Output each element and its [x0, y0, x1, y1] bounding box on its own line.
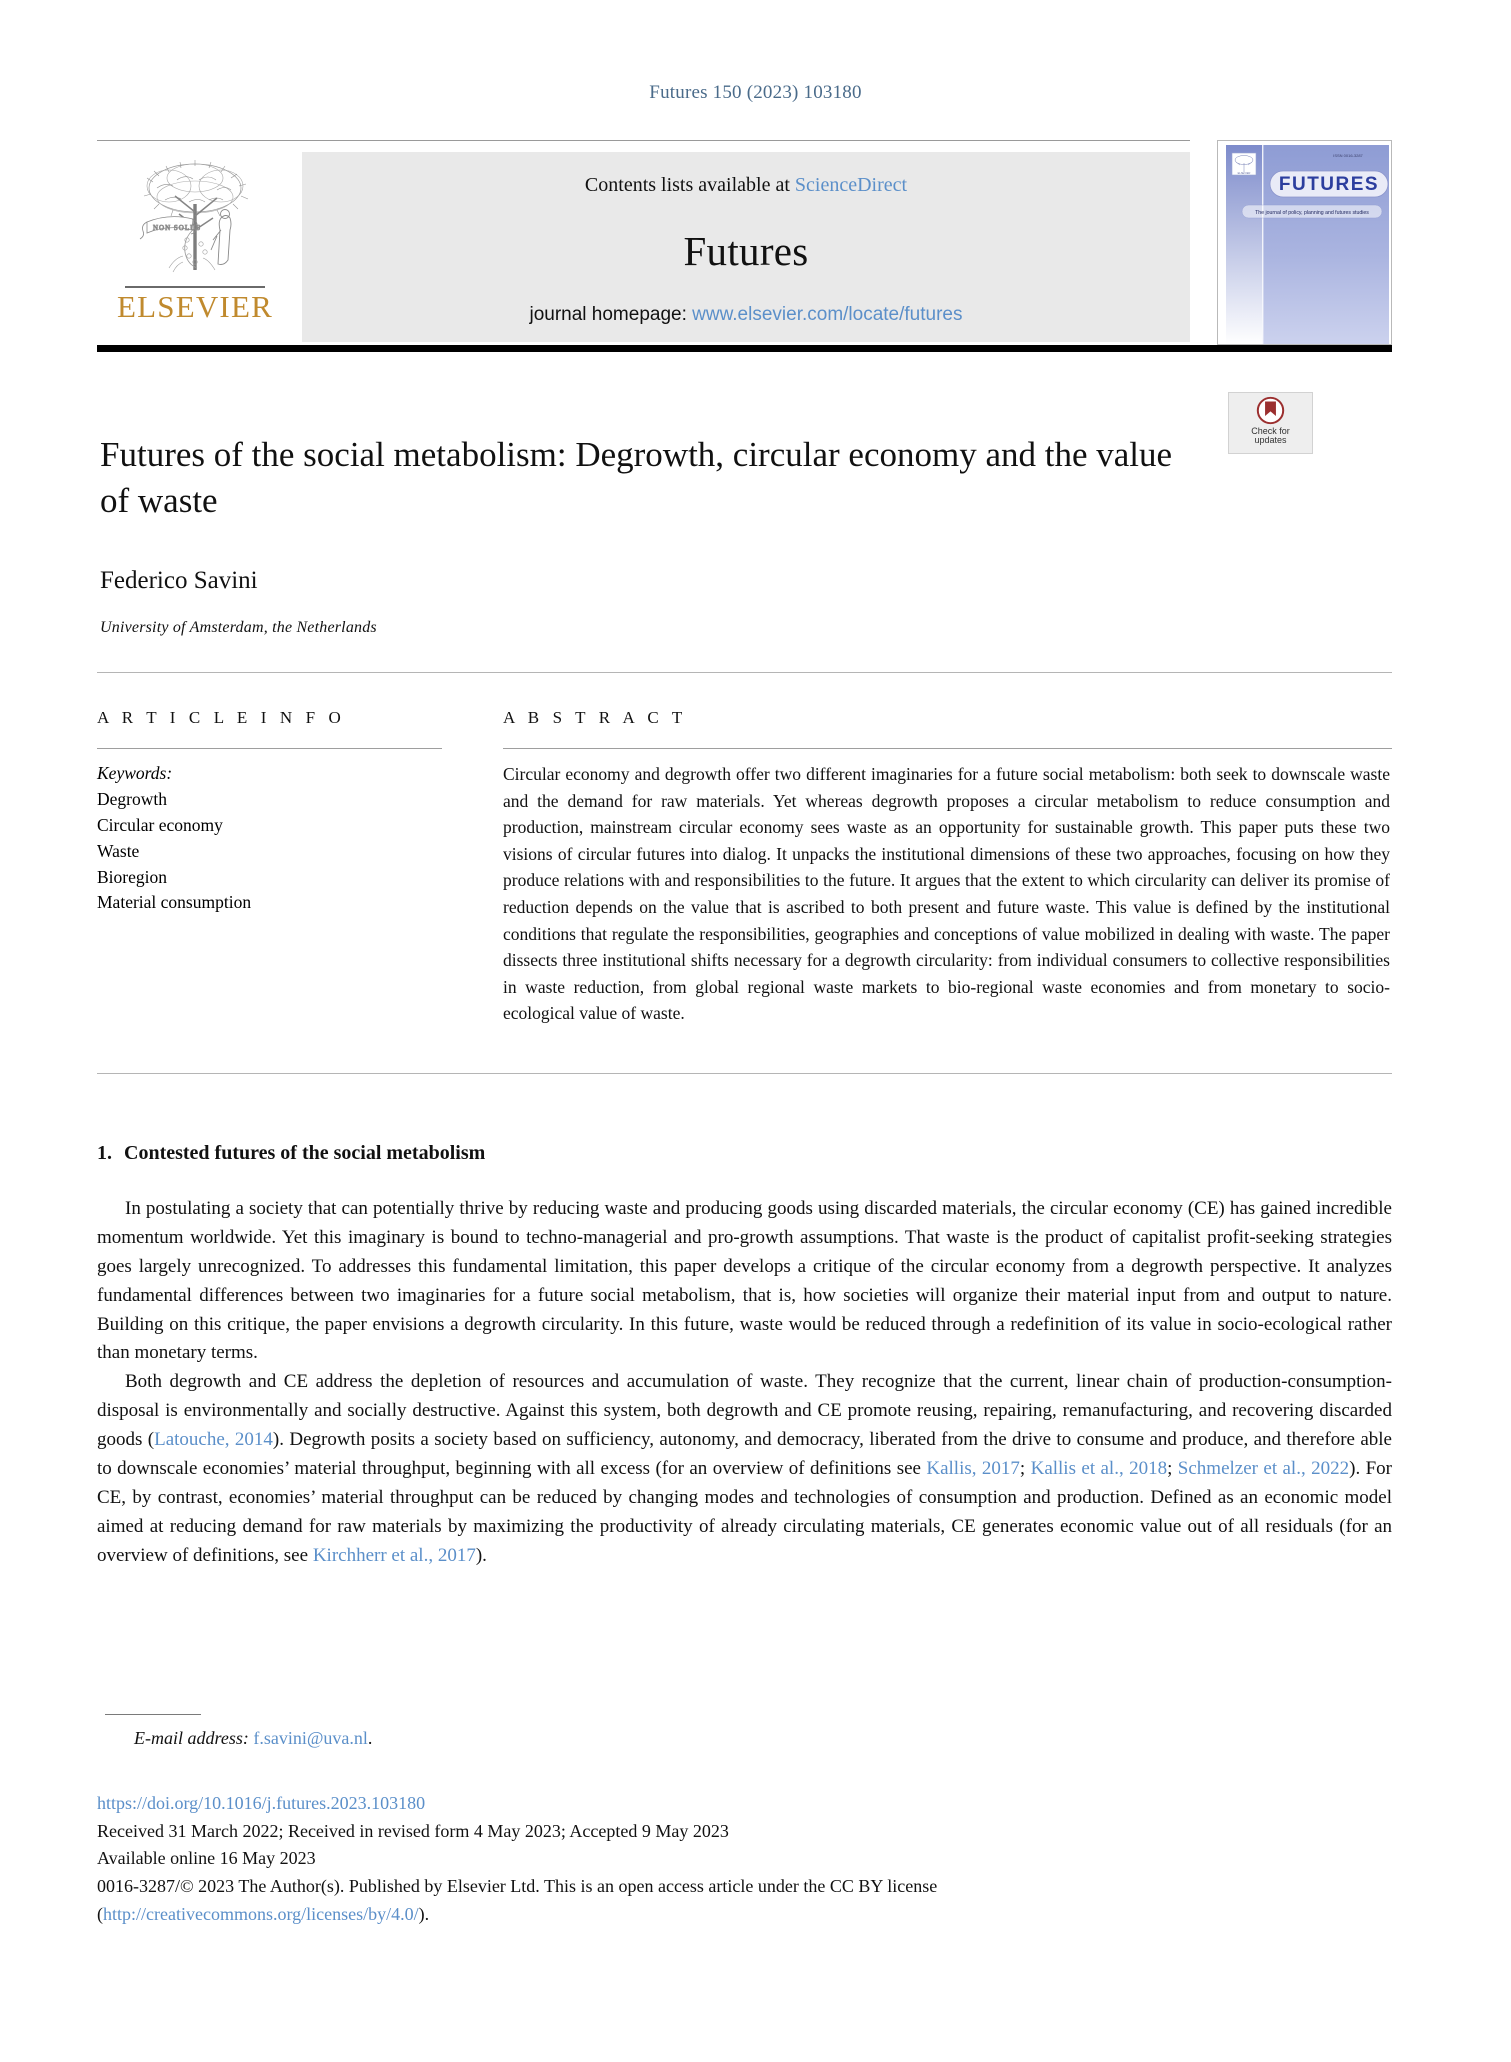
available-online: Available online 16 May 2023	[97, 1848, 316, 1869]
license-open: (	[97, 1903, 103, 1924]
p2-seg5: ). For CE, by contrast, economies’ material throughput can be reduced by changing modes and technologies of consumption and production. Defined as an economic model aimed at reducing demand for raw materials by maximizing the productivity of already circulating materials, CE generates economic value out of all residuals (for an overview of definitions, see	[97, 1457, 1392, 1566]
journal-masthead	[97, 140, 1392, 347]
keyword-item: Bioregion	[97, 866, 167, 887]
author-divider	[97, 672, 1392, 673]
email-label: E-mail address:	[134, 1728, 249, 1748]
paragraph-2	[97, 1368, 1392, 1570]
received-dates: Received 31 March 2022; Received in revised form 4 May 2023; Accepted 9 May 2023	[97, 1820, 729, 1841]
keyword-item: Waste	[97, 840, 140, 861]
journal-homepage-line	[529, 304, 962, 326]
copyright-text: 0016-3287/© 2023 The Author(s). Published by Elsevier Ltd. This is an open access article under the CC BY license	[97, 1876, 938, 1897]
license-close: ).	[418, 1903, 430, 1924]
keyword-item: Material consumption	[97, 892, 252, 913]
section-title: Contested futures of the social metabolism	[124, 1142, 486, 1164]
abstract-column	[503, 700, 1392, 1027]
crossmark-check-for-updates[interactable]	[1228, 392, 1313, 454]
running-head: Futures 150 (2023) 103180	[649, 82, 862, 103]
corresponding-email-line	[134, 1728, 372, 1749]
crossmark-icon	[1256, 396, 1285, 425]
elsevier-wordmark: ELSEVIER	[117, 288, 273, 324]
p2-seg3: ;	[1019, 1457, 1031, 1479]
email-link[interactable]: f.savini@uva.nl	[253, 1728, 368, 1748]
footnote-rule	[105, 1714, 201, 1715]
svg-text:NON SOLUS: NON SOLUS	[153, 224, 202, 232]
masthead-bottom-rule	[97, 345, 1392, 352]
doi-link[interactable]: https://doi.org/10.1016/j.futures.2023.103180	[97, 1793, 426, 1813]
email-period: .	[367, 1728, 373, 1748]
citation-schmelzer-2022[interactable]: Schmelzer et al., 2022	[1177, 1457, 1350, 1479]
section-heading	[97, 1142, 485, 1165]
citation-kallis-2017[interactable]: Kallis, 2017	[926, 1457, 1020, 1479]
journal-homepage-link[interactable]: www.elsevier.com/locate/futures	[692, 304, 963, 325]
keyword-item: Degrowth	[97, 788, 167, 809]
article-info-heading: A R T I C L E I N F O	[97, 708, 346, 727]
elsevier-rule	[125, 286, 265, 288]
sciencedirect-banner	[302, 152, 1190, 342]
crossmark-line2: updates	[1254, 435, 1287, 446]
abstract-bottom-divider	[97, 1073, 1392, 1074]
elsevier-logo	[97, 152, 293, 342]
svg-text:FUTURES: FUTURES	[1278, 174, 1380, 195]
contents-line	[585, 174, 907, 197]
homepage-prefix: journal homepage:	[529, 304, 693, 325]
p2-seg2: ). Degrowth posits a society based on sufficiency, autonomy, and democracy, liberated from the drive to consume and produce, and therefore able to downscale economies’ material throughput, beginning with all excess (for an overview of definitions see	[97, 1429, 1392, 1479]
cover-issn: ISSN 0016-3287	[1333, 153, 1363, 158]
license-link[interactable]: http://creativecommons.org/licenses/by/4.0/	[103, 1903, 419, 1924]
svg-text:ELSEVIER: ELSEVIER	[1237, 172, 1251, 175]
sciencedirect-link[interactable]: ScienceDirect	[794, 174, 908, 196]
article-info-column	[97, 700, 503, 1027]
author-affiliation: University of Amsterdam, the Netherlands	[100, 619, 377, 636]
svg-text:The journal of policy, plannin: The journal of policy, planning and futures studies	[1255, 210, 1369, 216]
body-text	[97, 1195, 1392, 1570]
journal-title: Futures	[683, 227, 809, 274]
section-number: 1.	[97, 1142, 112, 1164]
publication-footer	[97, 1790, 1392, 1929]
keyword-item: Circular economy	[97, 814, 223, 835]
license-line	[97, 1901, 1392, 1929]
crossmark-label	[1251, 427, 1290, 446]
p2-seg4: ;	[1167, 1457, 1178, 1479]
article-info-abstract-block	[97, 700, 1392, 1027]
journal-cover-thumbnail	[1217, 140, 1392, 345]
masthead-top-rule	[97, 140, 1190, 141]
citation-kirchherr-2017[interactable]: Kirchherr et al., 2017	[312, 1544, 476, 1566]
abstract-heading: A B S T R A C T	[503, 708, 687, 727]
cover-art	[1218, 141, 1392, 345]
citation-latouche[interactable]: Latouche, 2014	[154, 1429, 273, 1450]
elsevier-tree-icon	[129, 152, 261, 284]
keywords-list	[97, 749, 503, 916]
crossmark-line1: Check for	[1251, 426, 1290, 436]
p2-seg6: ).	[475, 1544, 487, 1566]
citation-kallis-etal-2018[interactable]: Kallis et al., 2018	[1030, 1457, 1168, 1479]
copyright-line	[97, 1873, 1392, 1901]
author-name[interactable]: Federico Savini	[100, 567, 258, 594]
abstract-text: Circular economy and degrowth offer two different imaginaries for a future social metabolism: both seek to downscale waste and the demand for raw materials. Yet whereas degrowth proposes a circular metabolism to reduce consumption and production, mainstream circular economy sees waste as an opportunity for sustainable growth. This paper puts these two visions of circular futures into dialog. It unpacks the institutional dimensions of these two approaches, focusing on how they produce relations with and responsibilities to the future. It argues that the extent to which circularity can deliver its promise of reduction depends on the value that is ascribed to both present and future waste. This value is defined by the institutional conditions that regulate the responsibilities, geographies and conceptions of value mobilized in dealing with waste. The paper dissects three institutional shifts necessary for a degrowth circularity: from individual consumers to collective responsibilities in waste reduction, from global regional waste markets to bio-regional waste economies and from monetary to socio-ecological value of waste.	[503, 764, 1390, 1024]
contents-prefix: Contents lists available at	[584, 174, 795, 196]
p2-seg1: Both degrowth and CE address the depletion of resources and accumulation of waste. They recognize that the current, linear chain of production-consumption-disposal is environmentally and socially destructive. Against this system, both degrowth and CE promote reusing, repairing, remanufacturing, and recovering discarded goods (	[97, 1371, 1392, 1450]
paragraph-1: In postulating a society that can potentially thrive by reducing waste and producing goods using discarded materials, the circular economy (CE) has gained incredible momentum worldwide. Yet this imaginary is bound to techno-managerial and pro-growth assumptions. That waste is the product of capitalist profit-seeking strategies goes largely unrecognized. To addresses this fundamental limitation, this paper develops a critique of the circular economy from a degrowth perspective. It analyzes fundamental differences between two imaginaries for a future social metabolism, that is, how societies will organize their material input from and output to nature. Building on this critique, the paper envisions a degrowth circularity. In this future, waste would be reduced through a redefinition of its value in socio-ecological rather than monetary terms.	[97, 1198, 1392, 1364]
page-title: Futures of the social metabolism: Degrowth, circular economy and the value of waste	[100, 435, 1173, 521]
keywords-label: Keywords:	[97, 763, 173, 783]
